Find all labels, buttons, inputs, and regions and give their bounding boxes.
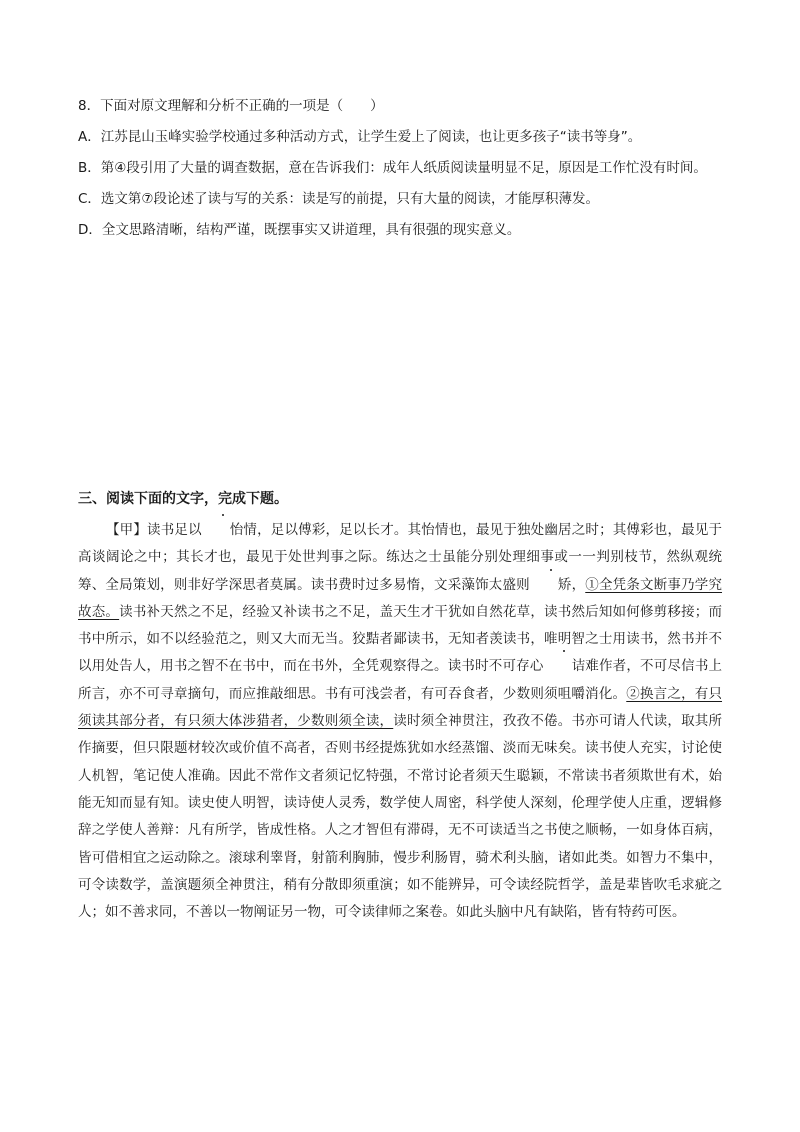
dotted-char-jiao: 矫 (530, 572, 572, 599)
dotted-char-yi: 怡 (202, 517, 244, 544)
dotted-char-jie: 诘 (544, 653, 586, 680)
option-d: D．全文思路清晰，结构严谨，既摆事实又讲道理，具有很强的现实意义。 (78, 222, 521, 238)
reading-passage (78, 517, 722, 926)
passage-text-3: ， (571, 576, 586, 593)
option-b: B．第④段引用了大量的调查数据，意在告诉我们：成年人纸质阅读量明显不足，原因是工作忙没有时间。 (78, 160, 707, 176)
underlined-sentence-2: ②换言之，有只须读其部分者，有只须大体涉猎者，少数则须全读， (78, 685, 723, 730)
passage-text-4: 读书补天然之不足，经验又补读书之不足，盖天生才干犹如自然花草，读书然后知如何修剪移接；而书中所示，如不以经验范之，则又大而无当。狡黠者鄙读书，无知者羡读书，唯明智之士用读书，然书并不以用处告人，用书之智不在书中，而在书外，全凭观察得之。读书时不可存心 (78, 603, 723, 675)
underlined-sentence-1: ①全凭条文断事乃学究故态。 (78, 576, 723, 620)
question-8 (78, 96, 758, 251)
passage-text-2: 情，足以傅彩，足以长才。其怡情也，最见于独处幽居之时；其傅彩也，最见于高谈阔论之中；其长才也，最见于处世判事之际。练达之士虽能分别处理细事或一一判别枝节，然纵观统筹、全局策划，则非好学深思者莫属。读书费时过多易惰，文采藻饰太盛则 (78, 522, 722, 593)
option-c: C．选文第⑦段论述了读与写的关系：读是写的前提，只有大量的阅读，才能厚积薄发。 (78, 191, 600, 207)
question-stem: 8．下面对原文理解和分析不正确的一项是（ ） (78, 98, 384, 114)
passage-text-5: 难作者，不可尽信书上所言，亦不可寻章摘句，而应推敲细思。书有可浅尝者，有可吞食者，少数则须咀嚼消化。 (78, 658, 723, 702)
option-a: A．江苏昆山玉峰实验学校通过多种活动方式，让学生爱上了阅读，也让更多孩子“读书等身”。 (78, 129, 642, 145)
section-3-title: 三、阅读下面的文字，完成下题。 (78, 491, 288, 507)
passage-text-6: 读时须全神贯注，孜孜不倦。书亦可请人代读，取其所作摘要，但只限题材较次或价值不高者，否则书经提炼犹如水经蒸馏、淡而无味矣。读书使人充实，讨论使人机智，笔记使人准确。因此不常作文者须记忆特强，不常讨论者须天生聪颖，不常读书者须欺世有术，始能无知而显有知。读史使人明智，读诗使人灵秀，数学使人周密，科学使人深刻，伦理学使人庄重，逻辑修辞之学使人善辩：凡有所学，皆成性格。人之才智但有滞碍，无不可读适当之书使之顺畅，一如身体百病，皆可借相宜之运动除之。滚球利睾肾，射箭利胸肺，慢步利肠胃，骑术利头脑，诸如此类。如智力不集中，可令读数学，盖演题须全神贯注，稍有分散即须重演；如不能辨异，可令读经院哲学，盖是辈皆吹毛求疵之人；如不善求同，不善以一物阐证另一物，可令读律师之案卷。如此头脑中凡有缺陷，皆有特药可医。 (78, 713, 722, 921)
passage-text-1: 【甲】读书足以 (106, 522, 202, 538)
